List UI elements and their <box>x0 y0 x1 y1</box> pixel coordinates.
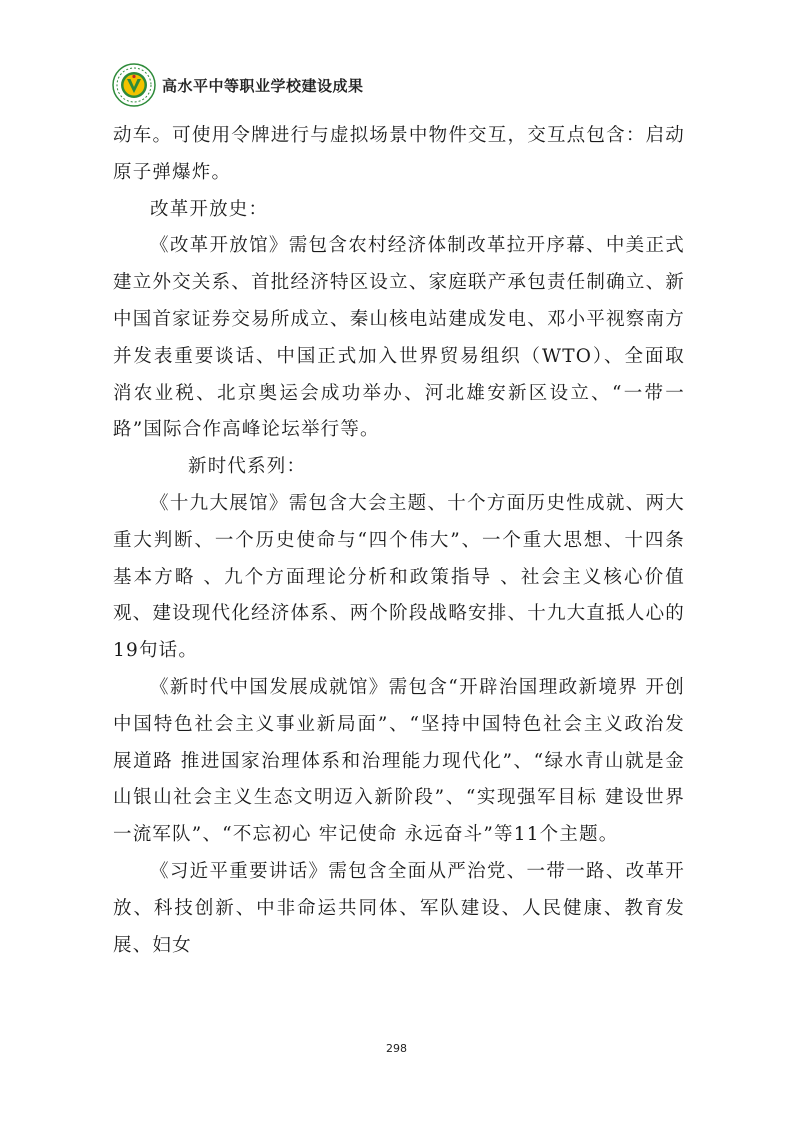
document-body <box>113 118 685 964</box>
paragraph-continuation: 动车。可使用令牌进行与虚拟场景中物件交互，交互点包含：启动原子弹爆炸。 <box>113 125 685 183</box>
paragraph-reform-hall: 《改革开放馆》需包含农村经济体制改革拉开序幕、中美正式建立外交关系、首批经济特区设立、家庭联产承包责任制确立、新中国首家证券交易所成立、秦山核电站建成发电、邓小平视察南方并发表重要谈话、中国正式加入世界贸易组织（WTO）、全面取消农业税、北京奥运会成功举办、河北雄安新区设立、“一带一路”国际合作高峰论坛举行等。 <box>113 235 685 441</box>
paragraph-new-era-achievements-hall: 《新时代中国发展成就馆》需包含“开辟治国理政新境界 开创中国特色社会主义事业新局面”、“坚持中国特色社会主义政治发展道路 推进国家治理体系和治理能力现代化”、“绿水青山就是金山银山社会主义生态文明迈入新阶段”、“实现强军目标 建设世界一流军队”、“不忘初心 牢记使命 永远奋斗”等11个主题。 <box>113 676 685 846</box>
page-header <box>112 62 364 108</box>
section-heading-reform: 改革开放史： <box>150 198 269 220</box>
paragraph-19th-congress-hall: 《十九大展馆》需包含大会主题、十个方面历史性成就、两大重大判断、一个历史使命与“四个伟大”、一个重大思想、十四条基本方略 、九个方面理论分析和政策指导 、社会主义核心价值观、建设现代化经济体系、两个阶段战略安排、十九大直抵人心的19句话。 <box>113 492 685 662</box>
school-logo <box>112 63 156 107</box>
header-title: 高水平中等职业学校建设成果 <box>162 76 364 95</box>
page-number: 298 <box>386 1042 407 1055</box>
paragraph-important-speeches: 《习近平重要讲话》需包含全面从严治党、一带一路、改革开放、科技创新、中非命运共同体、军队建设、人民健康、教育发展、妇女 <box>113 860 685 956</box>
section-heading-new-era: 新时代系列： <box>188 456 307 478</box>
